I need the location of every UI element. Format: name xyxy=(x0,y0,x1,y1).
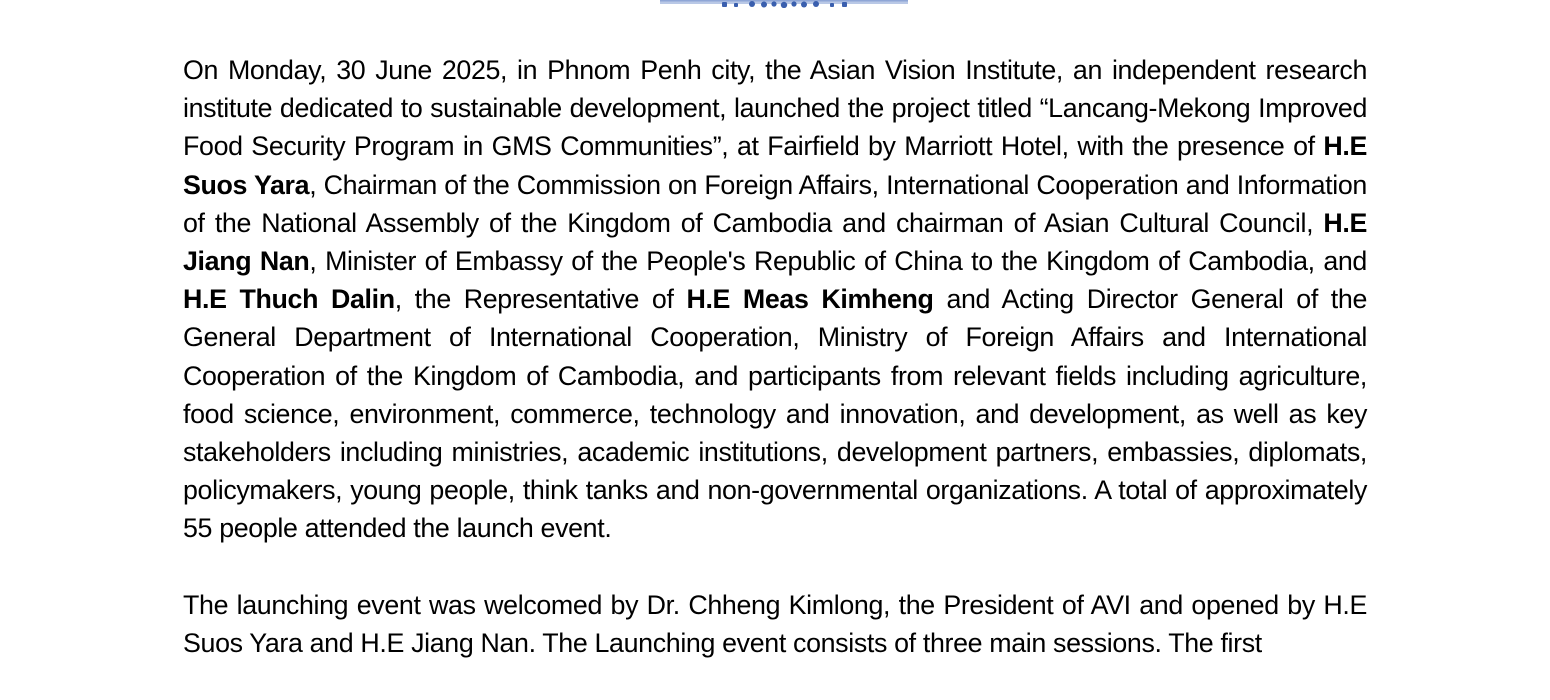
paragraph-text: , the Representative of xyxy=(394,284,687,315)
paragraph-text: On Monday, 30 June 2025, in Phnom Penh city, the Asian Vision Institute, an independent research institute dedicated to sustainable development, launched the project titled “Lancang-Mekong Improved Food Security Program in GMS Communities”, at Fairfield by Marriott Hotel, with the presence of xyxy=(183,55,1367,162)
paragraph-text: , Minister of Embassy of the People's Republic of China to the Kingdom of Cambodia, and xyxy=(309,246,1367,277)
bold-name-jiang-nan: H.E Jiang Nan xyxy=(183,207,1367,277)
bold-name-suos-yara: H.E Suos Yara xyxy=(183,131,1367,200)
bold-name-thuch-dalin: H.E Thuch Dalin xyxy=(183,284,395,315)
paragraph-text: and Acting Director General of the General Department of International Cooperation, Ministry of Foreign Affairs and International Cooperation of the Kingdom of Cambodia, and participants from relevant fields including agriculture, food science, environment, commerce, technology and innovation, and development, as well as key stakeholders including ministries, academic institutions, development partners, embassies, diplomats, policymakers, young people, think tanks and non-governmental organizations. A total of approximately 55 people attended the launch event. xyxy=(183,284,1368,544)
paragraph-text: , Chairman of the Commission on Foreign Affairs, International Cooperation and Information of the National Assembly of the Kingdom of Cambodia and chairman of Asian Cultural Council, xyxy=(183,169,1367,238)
bold-name-meas-kimheng: H.E Meas Kimheng xyxy=(686,284,934,315)
paragraph-launch-event xyxy=(183,51,1367,548)
document-body xyxy=(183,51,1367,662)
header-emblem-icon xyxy=(660,0,908,8)
paragraph-sessions: The launching event was welcomed by Dr. Chheng Kimlong, the President of AVI and opened by H.E Suos Yara and H.E Jiang Nan. The Launching event consists of three main sessions. The first xyxy=(183,589,1367,658)
